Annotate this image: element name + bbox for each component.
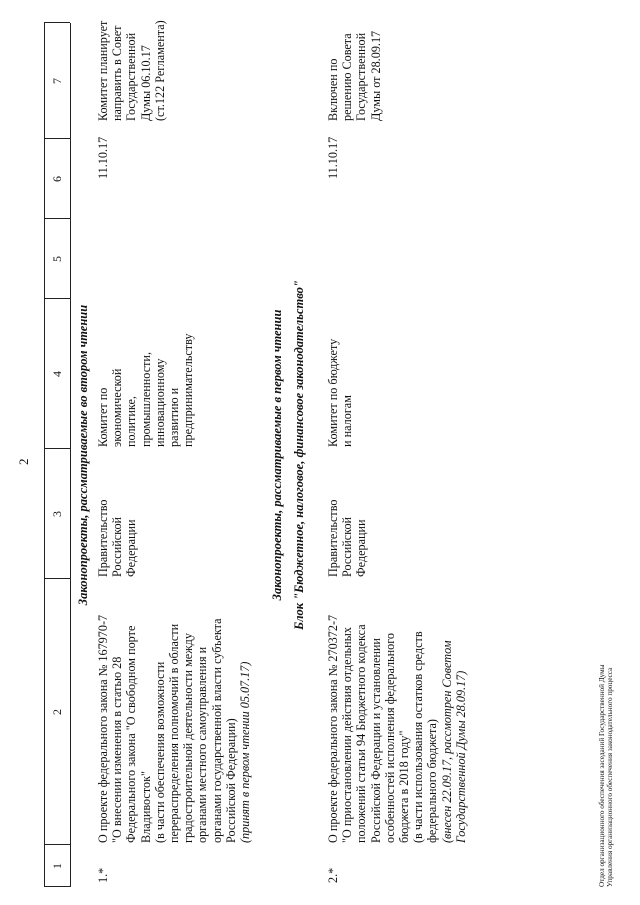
row-number: 1.* xyxy=(96,867,110,883)
footer-department: Отдел организационного обеспечения заседаний Государственной Думы Управления организационного обеспечения законодательного процесса xyxy=(598,664,615,887)
responsible-committee: Комитет по экономической политике, промышленности, инновационному развитию и предпринимательству xyxy=(96,333,196,447)
page-number: 2 xyxy=(16,458,31,465)
row-number: 2.* xyxy=(326,867,340,883)
initiator: Правительство Российской Федерации xyxy=(96,499,139,577)
col-header-5: 5 xyxy=(50,256,64,262)
consideration-date: 11.10.17 xyxy=(96,136,110,179)
table-top-border xyxy=(44,23,45,887)
bill-status-note: Государственной Думы 28.09.17) xyxy=(453,670,468,843)
bill-reading-note: (принят в первом чтении 05.07.17) xyxy=(238,661,253,843)
row-notes: Включен по решению Совета Государственной Думы от 28.09.17 xyxy=(326,30,383,121)
bill-status-note: (внесен 22.09.17, рассмотрен Советом xyxy=(439,640,454,843)
section-heading-first-reading: Законопроекты, рассматриваемые в первом чтении xyxy=(270,309,284,601)
row-notes: Комитет планирует направить в Совет Государственной Думы 06.10.17 (ст.122 Регламента) xyxy=(96,20,167,121)
col-header-6: 6 xyxy=(50,176,64,182)
col-header-3: 3 xyxy=(50,511,64,517)
bill-title: О проекте федерального закона № 167970-7 "О внесении изменения в статью 28 Федерального закона "О свободном порте Владивосток" (в части обеспечения возможности перераспределения полномочий в области градостроительной деятельности между органами местного самоуправления и органами государственной власти субъекта Российской Федерации) (принят в первом чтении 05.07.17) xyxy=(96,614,253,843)
responsible-committee: Комитет по бюджету и налогам xyxy=(326,338,355,447)
col-header-7: 7 xyxy=(50,78,64,84)
header-bottom-border xyxy=(70,23,71,887)
col-header-4: 4 xyxy=(50,371,64,377)
initiator: Правительство Российской Федерации xyxy=(326,499,369,577)
col-header-2: 2 xyxy=(50,709,64,715)
bill-title: О проекте федерального закона № 270372-7 "О приостановлении действия отдельных положений статьи 94 Бюджетного кодекса Российской Федерации и установлении особенностей исполнения федерального бюджета в 2018 году" (в части использования остатков средств федерального бюджета) (внесен 22.09.17, рассмотрен Советом Государственной Думы 28.09.17) xyxy=(326,614,468,843)
block-heading-budget: Блок "Бюджетное, налоговое, финансовое законодательство" xyxy=(292,280,306,630)
col-header-1: 1 xyxy=(50,863,64,869)
consideration-date: 11.10.17 xyxy=(326,136,340,179)
section-heading-second-reading: Законопроекты, рассматриваемые во втором чтении xyxy=(76,304,90,606)
